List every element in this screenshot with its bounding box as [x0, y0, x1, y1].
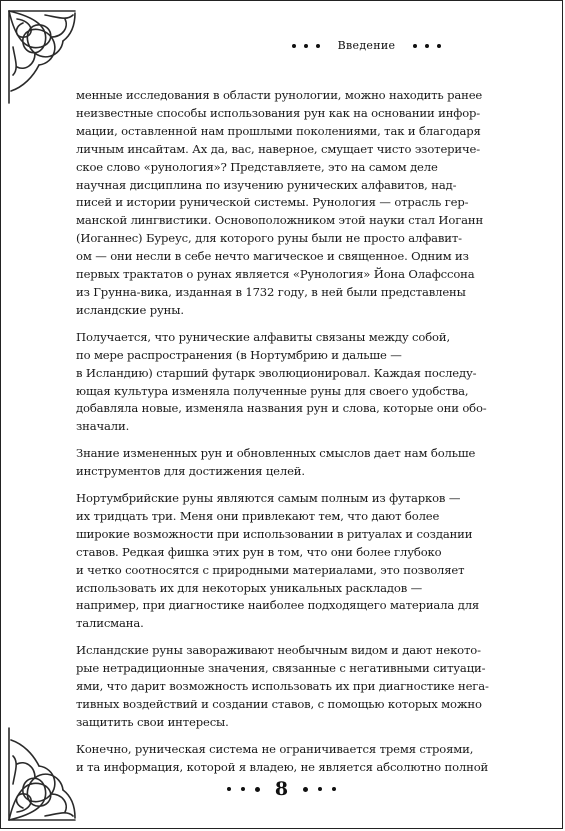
- dot-icon: [437, 44, 441, 48]
- text-line: Нортумбрийские руны являются самым полным из футарков —: [76, 491, 461, 506]
- text-line: инструментов для достижения целей.: [76, 464, 305, 479]
- text-line: научная дисциплина по изучению рунических алфавитов, над-: [76, 177, 457, 192]
- text-line: из Грунна-вика, изданная в 1732 году, в ней были представлены: [76, 284, 466, 299]
- text-line: первых трактатов о рунах является «Рунология» Йона Олафссона: [76, 267, 475, 282]
- text-line: и та информация, которой я владею, не является абсолютно полной: [76, 759, 489, 774]
- dot-icon: [292, 44, 296, 48]
- celtic-knot-corner-top-left-icon: [5, 7, 79, 107]
- text-line: Получается, что рунические алфавиты связаны между собой,: [76, 329, 450, 344]
- paragraph: [76, 445, 504, 481]
- text-line: их тридцать три. Меня они привлекают тем, что дают более: [76, 508, 440, 523]
- dot-icon: [318, 787, 322, 791]
- header-dots-right: [409, 44, 445, 48]
- celtic-knot-corner-bottom-left-icon: [5, 724, 79, 824]
- text-line: значали.: [76, 419, 130, 434]
- chapter-title: Введение: [337, 39, 396, 52]
- paragraph: [76, 490, 504, 633]
- text-line: тивных воздействий и создании ставов, с помощью которых можно: [76, 697, 482, 711]
- text-line: по мере распространения (в Нортумбрию и дальше —: [76, 347, 402, 362]
- text-line: манской лингвистики. Основоположником этой науки стал Иоганн: [76, 213, 484, 228]
- text-line: Конечно, руническая система не ограничивается тремя строями,: [76, 741, 474, 756]
- text-line: защитить свои интересы.: [76, 714, 229, 729]
- dot-icon: [425, 44, 429, 48]
- text-line: использовать их для некоторых уникальных раскладов —: [76, 580, 423, 595]
- body-text: [76, 87, 504, 786]
- dot-icon: [316, 44, 320, 48]
- text-line: добавляла новые, изменяла названия рун и слова, которые они обо-: [76, 401, 487, 416]
- text-line: широкие возможности при использовании в ритуалах и создании: [76, 526, 473, 541]
- paragraph: [76, 329, 504, 436]
- dot-icon: [413, 44, 417, 48]
- dot-icon: [332, 787, 336, 791]
- dot-icon: [241, 787, 245, 791]
- paragraph: [76, 642, 504, 732]
- running-header: [1, 39, 562, 52]
- dot-icon: [303, 787, 308, 792]
- text-line: Знание измененных рун и обновленных смыслов дает нам больше: [76, 446, 476, 461]
- text-line: ставов. Редкая фишка этих рун в том, что они более глубоко: [76, 544, 442, 559]
- text-line: писей и истории рунической системы. Рунология — отрасль гер-: [76, 195, 469, 210]
- page-number: 8: [274, 778, 289, 800]
- text-line: ющая культура изменяла полученные руны для своего удобства,: [76, 383, 469, 398]
- text-line: ями, что дарит возможность использовать их при диагностике нега-: [76, 679, 489, 694]
- text-line: личным инсайтам. Ах да, вас, наверное, смущает чисто эзотериче-: [76, 141, 480, 156]
- text-line: талисмана.: [76, 616, 144, 631]
- text-line: например, при диагностике наиболее подходящего материала для: [76, 598, 480, 613]
- text-line: исландские руны.: [76, 302, 184, 317]
- text-line: ом — они несли в себе нечто магическое и священное. Одним из: [76, 249, 469, 264]
- text-line: неизвестные способы использования рун как на основании инфор-: [76, 105, 481, 120]
- dot-icon: [227, 787, 231, 791]
- header-dots-left: [288, 44, 324, 48]
- text-line: в Исландию) старший футарк эволюционировал. Каждая последу-: [76, 365, 477, 380]
- text-line: менные исследования в области рунологии, можно находить ранее: [76, 88, 483, 102]
- text-line: рые нетрадиционные значения, связанные с негативными ситуаци-: [76, 661, 486, 676]
- paragraph: [76, 87, 504, 320]
- page-footer: [1, 778, 562, 800]
- text-line: и четко соотносятся с природными материалами, это позволяет: [76, 562, 465, 577]
- dot-icon: [255, 787, 260, 792]
- dot-icon: [304, 44, 308, 48]
- text-line: Исландские руны завораживают необычным видом и дают некото-: [76, 643, 481, 658]
- text-line: ское слово «рунология»? Представляете, это на самом деле: [76, 159, 438, 174]
- text-line: мации, оставленной нам прошлыми поколениями, так и благодаря: [76, 123, 481, 138]
- text-line: (Иоганнес) Буреус, для которого руны были не просто алфавит-: [76, 231, 462, 246]
- paragraph: [76, 741, 504, 777]
